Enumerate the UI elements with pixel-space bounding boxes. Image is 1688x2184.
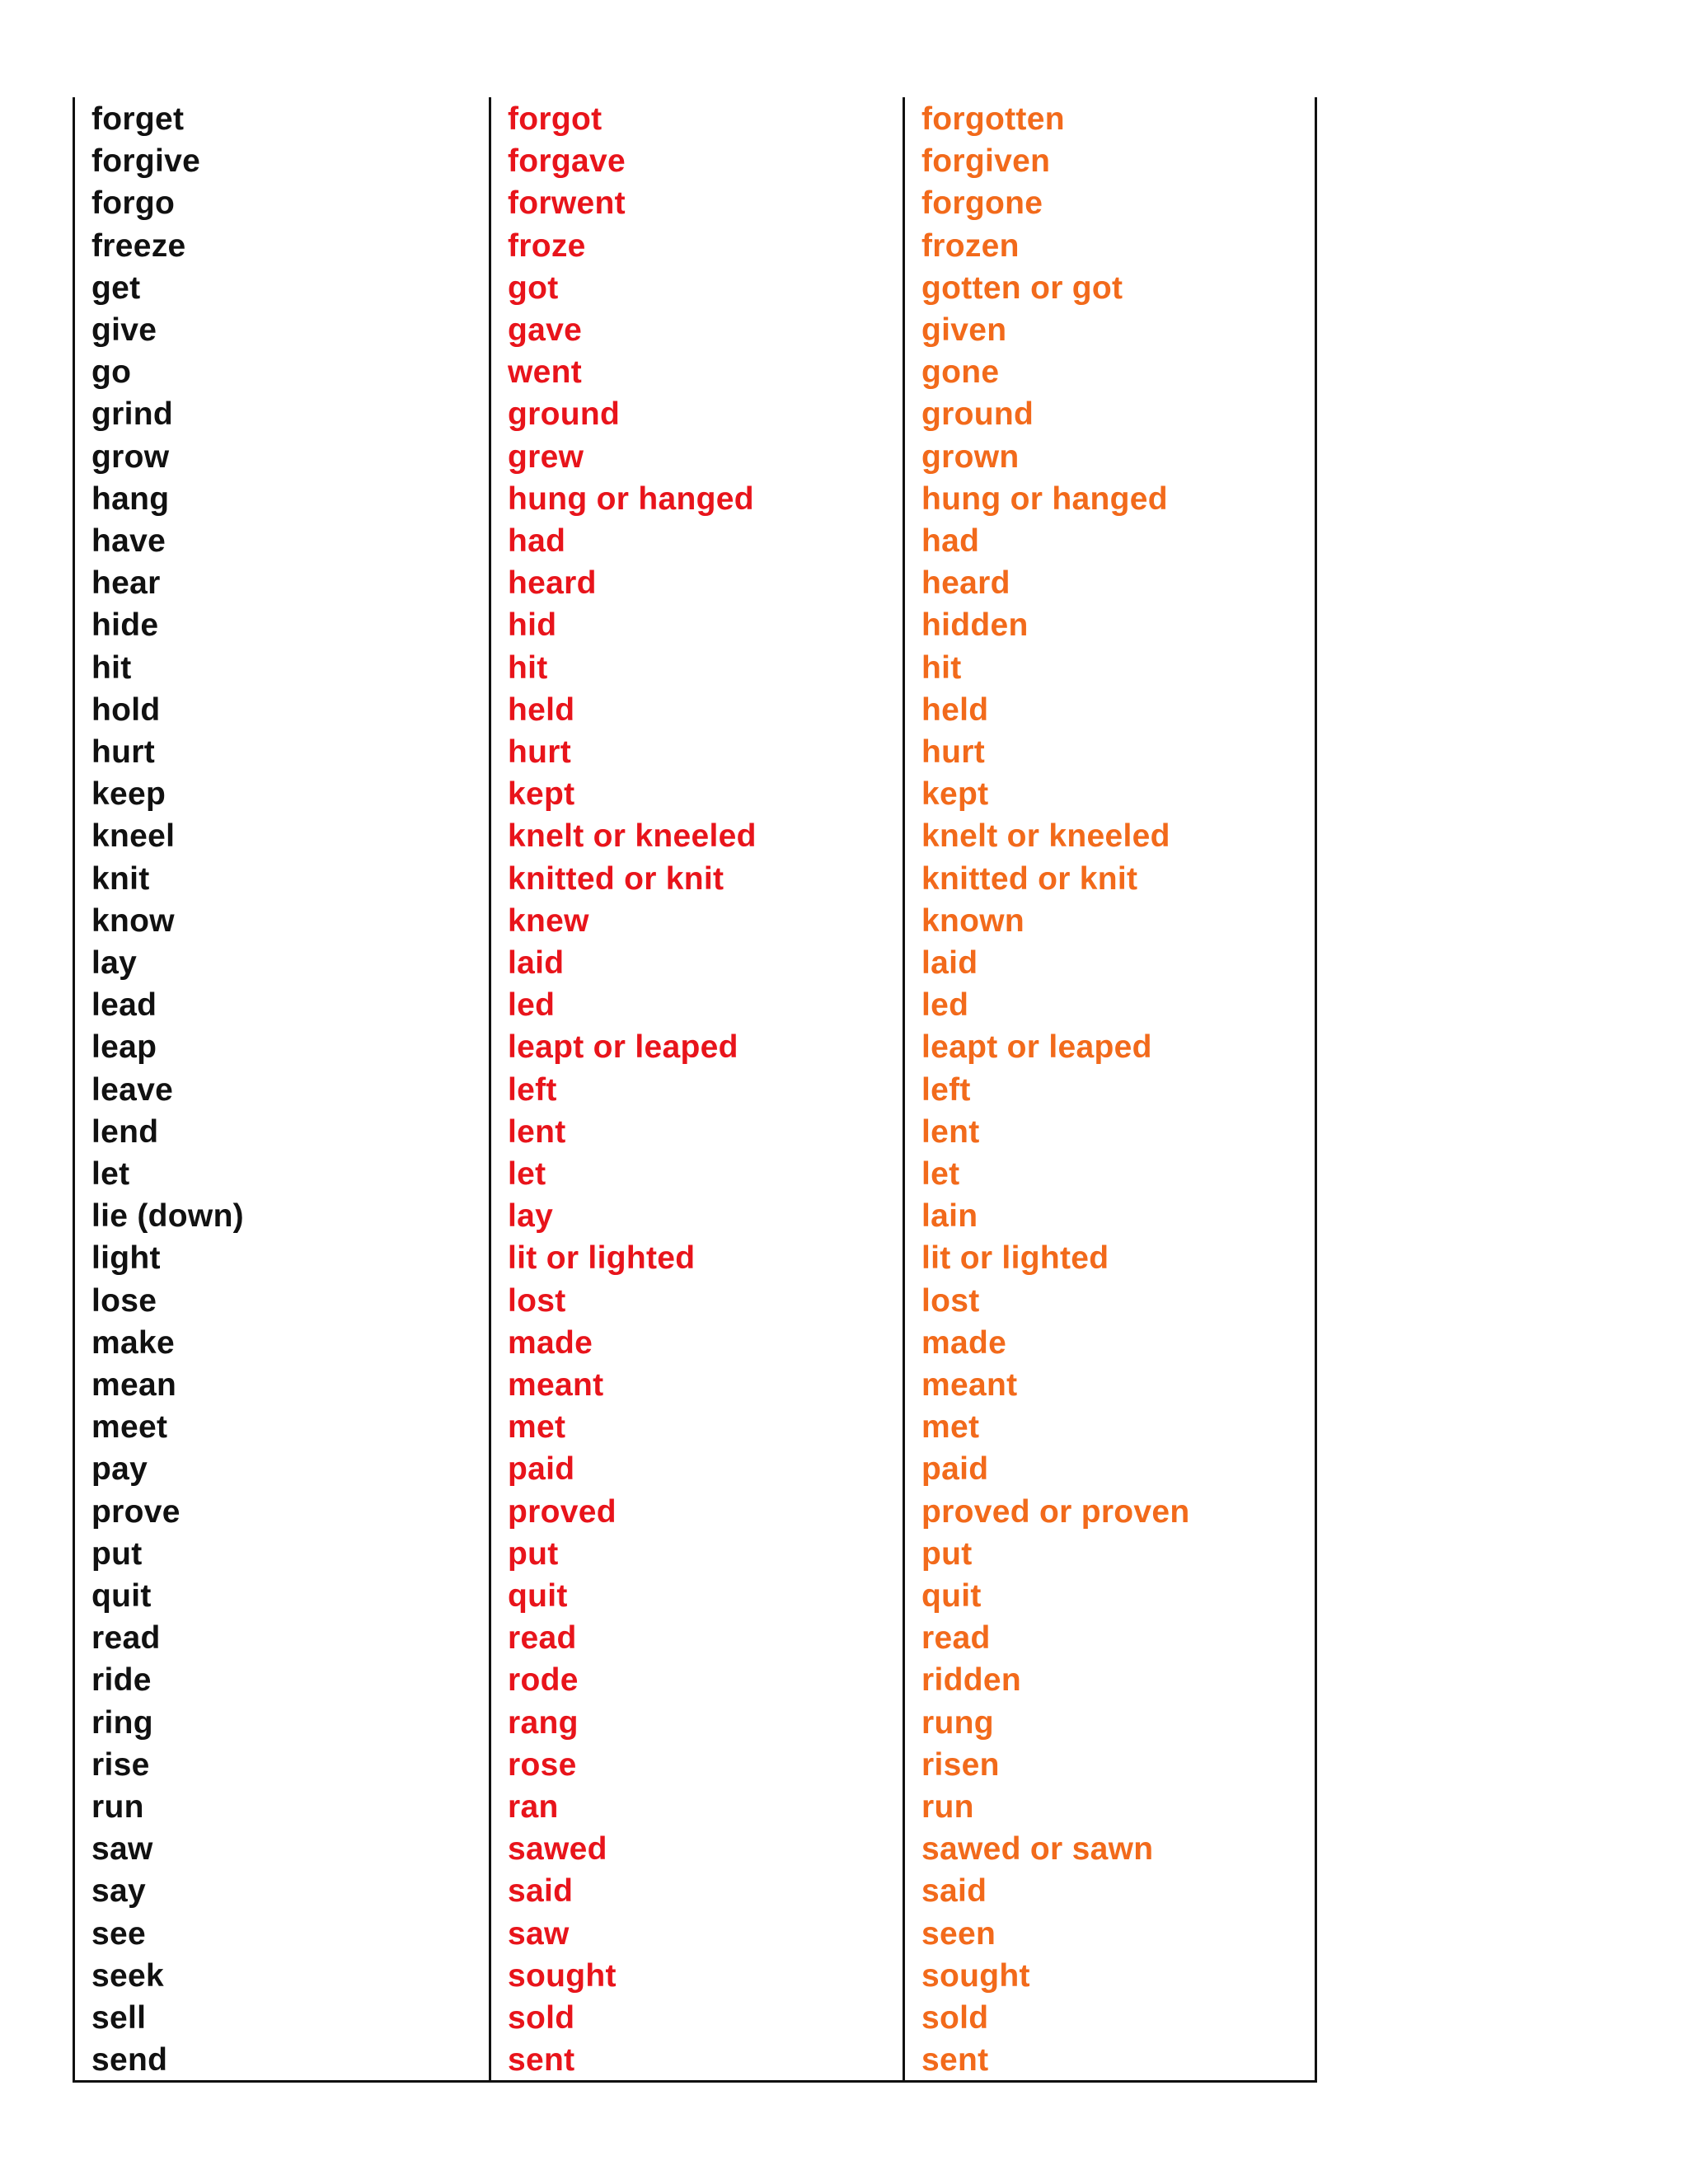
base-form-cell: forget <box>91 101 185 137</box>
past-participle-cell: let <box>921 1156 960 1192</box>
past-participle-cell: forgiven <box>921 143 1051 180</box>
base-form-cell: know <box>91 902 175 939</box>
base-form-cell: sell <box>91 2000 147 2036</box>
table-row <box>75 520 1315 562</box>
past-participle-cell: held <box>921 691 989 728</box>
base-form-cell: lay <box>91 945 138 981</box>
table-row <box>75 1364 1315 1406</box>
table-row <box>75 436 1315 478</box>
table-row <box>75 858 1315 900</box>
table-row <box>75 562 1315 604</box>
base-form-cell: freeze <box>91 227 186 264</box>
past-participle-cell: read <box>921 1620 991 1657</box>
past-simple-cell: grew <box>508 438 584 475</box>
past-participle-cell: risen <box>921 1746 1000 1783</box>
base-form-cell: get <box>91 269 141 306</box>
base-form-cell: lie (down) <box>91 1198 244 1235</box>
past-participle-cell: seen <box>921 1915 996 1952</box>
past-simple-cell: saw <box>508 1915 570 1952</box>
base-form-cell: run <box>91 1789 144 1825</box>
table-row <box>75 1913 1315 1955</box>
base-form-cell: hit <box>91 649 132 686</box>
past-participle-cell: ridden <box>921 1662 1021 1699</box>
past-simple-cell: leapt or leaped <box>508 1029 738 1066</box>
past-participle-cell: sought <box>921 1957 1030 1994</box>
base-form-cell: have <box>91 523 166 559</box>
past-participle-cell: hit <box>921 649 962 686</box>
table-row <box>75 1575 1315 1617</box>
past-participle-cell: gone <box>921 354 1000 391</box>
past-participle-cell: leapt or leaped <box>921 1029 1152 1066</box>
past-simple-cell: hung or hanged <box>508 480 754 517</box>
table-row <box>75 1153 1315 1195</box>
past-simple-cell: sold <box>508 2000 575 2036</box>
past-simple-cell: led <box>508 987 556 1024</box>
past-simple-cell: ran <box>508 1789 559 1825</box>
base-form-cell: hurt <box>91 734 156 770</box>
past-simple-cell: quit <box>508 1578 568 1614</box>
past-simple-cell: rang <box>508 1704 579 1741</box>
table-row <box>75 1491 1315 1533</box>
past-simple-cell: went <box>508 354 583 391</box>
past-simple-cell: left <box>508 1071 557 1108</box>
past-participle-cell: sent <box>921 2042 989 2079</box>
past-simple-cell: rode <box>508 1662 579 1699</box>
past-participle-cell: frozen <box>921 227 1020 264</box>
base-form-cell: lend <box>91 1113 159 1150</box>
past-simple-cell: hid <box>508 607 557 644</box>
table-row <box>75 225 1315 267</box>
base-form-cell: prove <box>91 1493 181 1530</box>
past-simple-cell: lent <box>508 1113 566 1150</box>
past-simple-cell: hurt <box>508 734 572 770</box>
base-form-cell: hold <box>91 691 161 728</box>
past-participle-cell: knitted or knit <box>921 860 1138 897</box>
past-simple-cell: laid <box>508 945 565 981</box>
table-row <box>75 647 1315 689</box>
past-participle-cell: kept <box>921 776 989 813</box>
table-row <box>75 478 1315 520</box>
past-simple-cell: let <box>508 1156 546 1192</box>
table-row <box>75 351 1315 393</box>
past-simple-cell: put <box>508 1535 559 1572</box>
base-form-cell: send <box>91 2042 168 2079</box>
base-form-cell: knit <box>91 860 150 897</box>
table-row <box>75 984 1315 1026</box>
base-form-cell: grind <box>91 396 173 433</box>
past-simple-cell: hit <box>508 649 548 686</box>
table-row <box>75 2039 1315 2081</box>
past-simple-cell: knitted or knit <box>508 860 724 897</box>
base-form-cell: forgo <box>91 185 176 222</box>
table-row <box>75 1237 1315 1279</box>
base-form-cell: hang <box>91 480 170 517</box>
base-form-cell: give <box>91 312 157 348</box>
past-participle-cell: hurt <box>921 734 986 770</box>
table-row <box>75 98 1315 140</box>
base-form-cell: put <box>91 1535 143 1572</box>
base-form-cell: leave <box>91 1071 174 1108</box>
base-form-cell: pay <box>91 1451 148 1488</box>
past-simple-cell: ground <box>508 396 621 433</box>
past-participle-cell: run <box>921 1789 974 1825</box>
base-form-cell: light <box>91 1240 161 1277</box>
past-participle-cell: forgotten <box>921 101 1065 137</box>
irregular-verbs-table <box>73 97 1317 2083</box>
past-participle-cell: led <box>921 987 969 1024</box>
past-participle-cell: hung or hanged <box>921 480 1168 517</box>
base-form-cell: lose <box>91 1282 157 1319</box>
past-simple-cell: knew <box>508 902 589 939</box>
past-participle-cell: put <box>921 1535 973 1572</box>
past-participle-cell: lit or lighted <box>921 1240 1109 1277</box>
past-participle-cell: meant <box>921 1367 1018 1403</box>
past-participle-cell: laid <box>921 945 978 981</box>
past-participle-cell: grown <box>921 438 1020 475</box>
table-row <box>75 1702 1315 1744</box>
past-simple-cell: said <box>508 1873 574 1910</box>
past-participle-cell: sawed or sawn <box>921 1831 1154 1868</box>
past-participle-cell: said <box>921 1873 987 1910</box>
table-row <box>75 689 1315 731</box>
past-participle-cell: gotten or got <box>921 269 1123 306</box>
past-simple-cell: gave <box>508 312 583 348</box>
table-row <box>75 393 1315 435</box>
base-form-cell: ride <box>91 1662 152 1699</box>
past-participle-cell: given <box>921 312 1007 348</box>
table-row <box>75 1406 1315 1448</box>
past-participle-cell: paid <box>921 1451 989 1488</box>
past-participle-cell: sold <box>921 2000 989 2036</box>
past-participle-cell: known <box>921 902 1025 939</box>
table-row <box>75 1322 1315 1364</box>
past-participle-cell: left <box>921 1071 971 1108</box>
table-row <box>75 1069 1315 1111</box>
past-simple-cell: paid <box>508 1451 575 1488</box>
table-row <box>75 1026 1315 1068</box>
base-form-cell: rise <box>91 1746 150 1783</box>
base-form-cell: make <box>91 1324 175 1361</box>
base-form-cell: ring <box>91 1704 153 1741</box>
past-simple-cell: lost <box>508 1282 566 1319</box>
table-row <box>75 1786 1315 1828</box>
past-simple-cell: forgave <box>508 143 626 180</box>
past-participle-cell: heard <box>921 565 1010 602</box>
past-simple-cell: lit or lighted <box>508 1240 696 1277</box>
past-participle-cell: rung <box>921 1704 994 1741</box>
past-simple-cell: met <box>508 1409 566 1446</box>
past-simple-cell: had <box>508 523 566 559</box>
past-participle-cell: quit <box>921 1578 982 1614</box>
base-form-cell: keep <box>91 776 166 813</box>
base-form-cell: leap <box>91 1029 157 1066</box>
base-form-cell: saw <box>91 1831 153 1868</box>
past-participle-cell: met <box>921 1409 980 1446</box>
past-simple-cell: rose <box>508 1746 577 1783</box>
past-simple-cell: made <box>508 1324 593 1361</box>
past-simple-cell: held <box>508 691 575 728</box>
past-simple-cell: forwent <box>508 185 626 222</box>
past-participle-cell: lain <box>921 1198 978 1235</box>
base-form-cell: see <box>91 1915 146 1952</box>
table-row <box>75 604 1315 646</box>
past-participle-cell: lent <box>921 1113 980 1150</box>
past-simple-cell: kept <box>508 776 575 813</box>
past-simple-cell: sent <box>508 2042 575 2079</box>
past-simple-cell: sawed <box>508 1831 607 1868</box>
past-simple-cell: forgot <box>508 101 603 137</box>
past-simple-cell: meant <box>508 1367 604 1403</box>
table-row <box>75 1870 1315 1912</box>
base-form-cell: kneel <box>91 818 176 855</box>
table-row <box>75 1448 1315 1490</box>
past-simple-cell: lay <box>508 1198 554 1235</box>
past-simple-cell: heard <box>508 565 597 602</box>
base-form-cell: go <box>91 354 132 391</box>
base-form-cell: let <box>91 1156 130 1192</box>
base-form-cell: lead <box>91 987 157 1024</box>
base-form-cell: read <box>91 1620 161 1657</box>
base-form-cell: hear <box>91 565 161 602</box>
past-participle-cell: forgone <box>921 185 1043 222</box>
past-simple-cell: got <box>508 269 559 306</box>
table-row <box>75 1111 1315 1153</box>
table-row <box>75 1659 1315 1701</box>
table-row <box>75 731 1315 773</box>
past-participle-cell: knelt or kneeled <box>921 818 1170 855</box>
table-row <box>75 1997 1315 2039</box>
table-row <box>75 773 1315 815</box>
past-participle-cell: made <box>921 1324 1007 1361</box>
table-row <box>75 1195 1315 1237</box>
base-form-cell: meet <box>91 1409 168 1446</box>
past-participle-cell: proved or proven <box>921 1493 1190 1530</box>
table-row <box>75 942 1315 984</box>
base-form-cell: seek <box>91 1957 164 1994</box>
table-row <box>75 267 1315 309</box>
table-row <box>75 1828 1315 1870</box>
past-simple-cell: froze <box>508 227 586 264</box>
table-row <box>75 140 1315 182</box>
table-row <box>75 1744 1315 1786</box>
past-simple-cell: sought <box>508 1957 617 1994</box>
past-simple-cell: proved <box>508 1493 617 1530</box>
table-row <box>75 1280 1315 1322</box>
past-participle-cell: had <box>921 523 980 559</box>
past-simple-cell: knelt or kneeled <box>508 818 757 855</box>
table-row <box>75 1533 1315 1575</box>
base-form-cell: say <box>91 1873 146 1910</box>
past-simple-cell: read <box>508 1620 577 1657</box>
base-form-cell: mean <box>91 1367 177 1403</box>
table-row <box>75 1955 1315 1997</box>
base-form-cell: forgive <box>91 143 201 180</box>
past-participle-cell: lost <box>921 1282 980 1319</box>
past-participle-cell: hidden <box>921 607 1029 644</box>
base-form-cell: hide <box>91 607 159 644</box>
past-participle-cell: ground <box>921 396 1034 433</box>
table-row <box>75 1617 1315 1659</box>
base-form-cell: quit <box>91 1578 152 1614</box>
table-row <box>75 182 1315 224</box>
base-form-cell: grow <box>91 438 170 475</box>
table-row <box>75 900 1315 942</box>
table-row <box>75 815 1315 857</box>
table-row <box>75 309 1315 351</box>
